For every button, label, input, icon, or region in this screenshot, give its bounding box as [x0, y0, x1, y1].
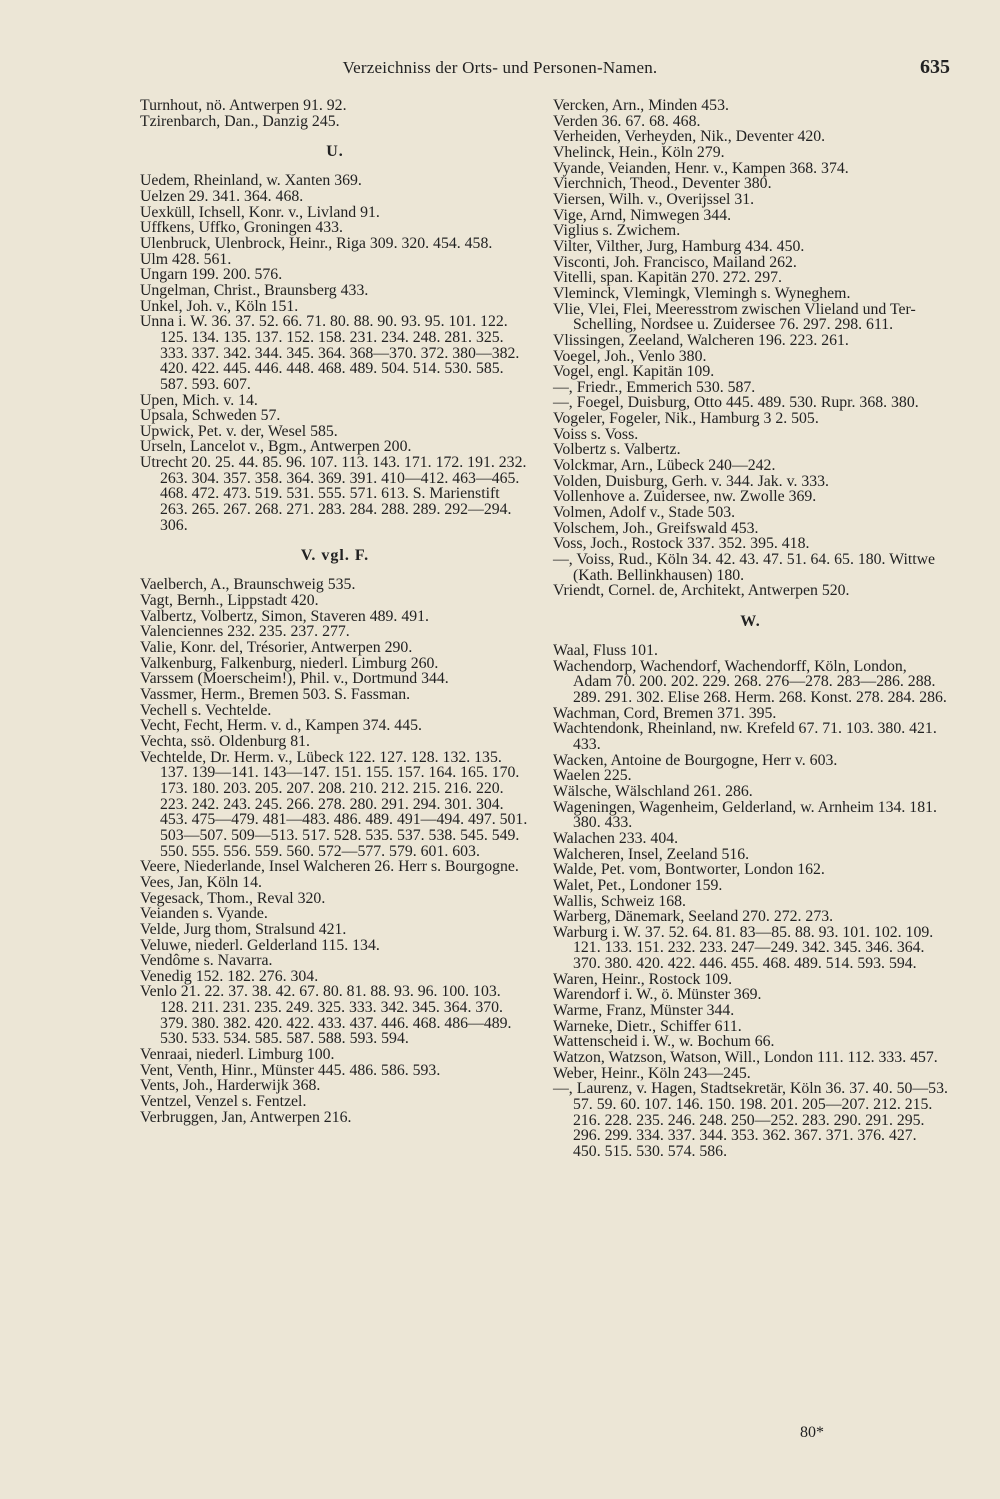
index-entry: Walachen 233. 404.	[553, 829, 679, 847]
index-entry: Vhelinck, Hein., Köln 279.	[553, 143, 725, 161]
index-entry: Vlie, Vlei, Flei, Meeresstrom zwischen Vlieland und Ter-Schelling, Nordsee u. Zuidersee 76. 297. 298. 611.	[553, 300, 916, 334]
index-entry: Vogeler, Fogeler, Nik., Hamburg 3 2. 505.	[553, 410, 819, 428]
index-entry: Valenciennes 232. 235. 237. 277.	[140, 623, 350, 641]
index-entry: Utrecht 20. 25. 44. 85. 96. 107. 113. 143. 171. 172. 191. 232. 263. 304. 357. 358. 364. 369. 391. 410—412. 463—465. 468. 472. 473. 519. 531. 555. 571. 613. S. Marienstift 263. 265. 267. 268. 271. 283. 284. 288. 289. 292—294. 306.	[140, 454, 527, 534]
index-entry: Uelzen 29. 341. 364. 468.	[140, 187, 304, 205]
index-entry: Wacken, Antoine de Bourgogne, Herr v. 603.	[553, 751, 838, 769]
index-entry: Vige, Arnd, Nimwegen 344.	[553, 206, 732, 224]
index-entry: Vaelberch, A., Braunschweig 535.	[140, 576, 356, 594]
index-entry: Veianden s. Vyande.	[140, 905, 268, 923]
index-entry: Wallis, Schweiz 168.	[553, 892, 686, 910]
index-entry: Warneke, Dietr., Schiffer 611.	[553, 1017, 742, 1035]
index-entry: Volckmar, Arn., Lübeck 240—242.	[553, 457, 776, 475]
index-entry: Wattenscheid i. W., w. Bochum 66.	[553, 1033, 775, 1051]
index-entry: —, Friedr., Emmerich 530. 587.	[553, 378, 756, 396]
index-entry: Turnhout, nö. Antwerpen 91. 92.	[140, 97, 347, 114]
index-entry: Waal, Fluss 101.	[553, 642, 658, 659]
index-entry: Voiss s. Voss.	[553, 425, 639, 443]
index-entry: Vollenhove a. Zuidersee, nw. Zwolle 369.	[553, 488, 817, 506]
index-entry: Volbertz s. Valbertz.	[553, 441, 681, 459]
index-entry: Vierchnich, Theod., Deventer 380.	[553, 175, 772, 193]
index-entry: Vechta, ssö. Oldenburg 81.	[140, 732, 310, 750]
index-entry: Venedig 152. 182. 276. 304.	[140, 967, 319, 985]
index-entry: Volschem, Joh., Greifswald 453.	[553, 519, 759, 537]
index-entry: Uexküll, Ichsell, Konr. v., Livland 91.	[140, 203, 380, 221]
index-column-right	[553, 98, 948, 1160]
index-entry: Verden 36. 67. 68. 468.	[553, 112, 701, 130]
index-entry: Velde, Jurg thom, Stralsund 421.	[140, 920, 347, 938]
index-entry: Vent, Venth, Hinr., Münster 445. 486. 586. 593.	[140, 1061, 441, 1079]
index-entry: Vlissingen, Zeeland, Walcheren 196. 223. 261.	[553, 331, 849, 349]
index-entry: Vagt, Bernh., Lippstadt 420.	[140, 592, 319, 610]
section-heading: W.	[740, 613, 761, 630]
index-entry: Unkel, Joh. v., Köln 151.	[140, 297, 299, 315]
index-entry: Valbertz, Volbertz, Simon, Staveren 489. 491.	[140, 607, 429, 625]
index-entry: Veluwe, niederl. Gelderland 115. 134.	[140, 936, 380, 954]
index-entry: Walet, Pet., Londoner 159.	[553, 876, 723, 894]
index-entry: Volden, Duisburg, Gerh. v. 344. Jak. v. 333.	[553, 472, 829, 490]
index-entry: Vassmer, Herm., Bremen 503. S. Fassman.	[140, 686, 411, 703]
index-entry: Verheiden, Verheyden, Nik., Deventer 420.	[553, 128, 826, 146]
index-entry: Vriendt, Cornel. de, Architekt, Antwerpen 520.	[553, 582, 850, 600]
index-entry: Ventzel, Venzel s. Fentzel.	[140, 1093, 307, 1111]
index-entry: —, Foegel, Duisburg, Otto 445. 489. 530. Rupr. 368. 380.	[553, 394, 919, 412]
index-entry: Viersen, Wilh. v., Overijssel 31.	[553, 190, 755, 208]
index-entry: Voss, Joch., Rostock 337. 352. 395. 418.	[553, 535, 810, 553]
index-entry: Waelen 225.	[553, 767, 632, 785]
index-entry: Unna i. W. 36. 37. 52. 66. 71. 80. 88. 90. 93. 95. 101. 122. 125. 134. 135. 137. 152. 158. 231. 234. 248. 281. 325. 333. 337. 342. 344. 345. 364. 368—370. 372. 380—382. 420. 422. 445. 446. 448. 468. 489. 504. 514. 530. 585. 587. 593. 607.	[140, 313, 520, 393]
index-entry: Ungelman, Christ., Braunsberg 433.	[140, 281, 369, 299]
index-entry: Warburg i. W. 37. 52. 64. 81. 83—85. 88. 93. 101. 102. 109. 121. 133. 151. 232. 233. 247—249. 342. 345. 346. 364. 370. 380. 420. 422. 446. 455. 468. 489. 514. 593. 594.	[553, 923, 934, 973]
index-entry: Vecht, Fecht, Herm. v. d., Kampen 374. 445.	[140, 717, 422, 735]
index-entry: Vogel, engl. Kapitän 109.	[553, 363, 715, 381]
index-entry: Upen, Mich. v. 14.	[140, 391, 258, 409]
index-entry: Weber, Heinr., Köln 243—245.	[553, 1064, 751, 1082]
index-entry: Vegesack, Thom., Reval 320.	[140, 889, 326, 907]
index-entry: Vees, Jan, Köln 14.	[140, 873, 262, 891]
index-entry: Voegel, Joh., Venlo 380.	[553, 347, 707, 365]
index-entry: —, Voiss, Rud., Köln 34. 42. 43. 47. 51. 64. 65. 180. Wittwe (Kath. Bellinkhausen) 180.	[553, 551, 936, 584]
index-entry: Waren, Heinr., Rostock 109.	[553, 970, 733, 988]
index-entry: Vitelli, span. Kapitän 270. 272. 297.	[553, 269, 782, 287]
index-entry: Wachendorp, Wachendorf, Wachendorff, Köln, London, Adam 70. 200. 202. 229. 268. 276—278. 283—286. 288. 289. 291. 302. Elise 268. Herm. 268. Konst. 278. 284. 286.	[553, 657, 947, 706]
index-entry: Valkenburg, Falkenburg, niederl. Limburg 260.	[140, 654, 439, 672]
index-entry: Ungarn 199. 200. 576.	[140, 266, 283, 284]
section-heading: U.	[326, 143, 344, 161]
index-entry: Venraai, niederl. Limburg 100.	[140, 1046, 335, 1064]
signature-mark: 80*	[800, 1424, 824, 1441]
index-entry: Uffkens, Uffko, Groningen 433.	[140, 219, 343, 237]
index-entry: Vleminck, Vlemingk, Vlemingh s. Wyneghem.	[553, 284, 851, 302]
index-entry: Warendorf i. W., ö. Münster 369.	[553, 986, 762, 1004]
running-header-title: Verzeichniss der Orts- und Personen-Namen.	[342, 58, 658, 77]
index-entry: Vechell s. Vechtelde.	[140, 701, 272, 719]
index-entry: Vendôme s. Navarra.	[140, 952, 273, 970]
index-entry: Veere, Niederlande, Insel Walcheren 26. Herr s. Bourgogne.	[140, 858, 519, 876]
index-entry: Wälsche, Wälschland 261. 286.	[553, 782, 753, 800]
index-column-left	[140, 98, 530, 1125]
index-entry: Varssem (Moerscheim!), Phil. v., Dortmund 344.	[140, 670, 449, 688]
index-entry: Watzon, Watzson, Watson, Will., London 111. 112. 333. 457.	[553, 1049, 938, 1067]
index-entry: Upsala, Schweden 57.	[140, 407, 281, 425]
index-entry: Ulm 428. 561.	[140, 250, 232, 268]
index-entry: Urseln, Lancelot v., Bgm., Antwerpen 200.	[140, 438, 412, 456]
index-entry: Viglius s. Zwichem.	[553, 222, 681, 240]
index-entry: Tzirenbarch, Dan., Danzig 245.	[140, 112, 340, 130]
section-heading: V. vgl. F.	[300, 547, 370, 565]
index-entry: Valie, Konr. del, Trésorier, Antwerpen 290.	[140, 639, 413, 657]
index-entry: Venlo 21. 22. 37. 38. 42. 67. 80. 81. 88. 93. 96. 100. 103. 128. 211. 231. 235. 249. 325. 333. 342. 345. 364. 370. 379. 380. 382. 420. 422. 433. 437. 446. 468. 486—489. 530. 533. 534. 585. 587. 588. 593. 594.	[140, 983, 512, 1048]
index-entry: Warberg, Dänemark, Seeland 270. 272. 273.	[553, 908, 834, 926]
index-entry: Walcheren, Insel, Zeeland 516.	[553, 845, 750, 863]
index-entry: Wachtendonk, Rheinland, nw. Krefeld 67. 71. 103. 380. 421. 433.	[553, 720, 937, 753]
index-entry: Wachman, Cord, Bremen 371. 395.	[553, 704, 777, 722]
index-entry: Vilter, Vilther, Jurg, Hamburg 434. 450.	[553, 237, 805, 255]
index-entry: Vents, Joh., Harderwijk 368.	[140, 1077, 321, 1095]
index-entry: Verbruggen, Jan, Antwerpen 216.	[140, 1108, 352, 1126]
index-entry: Vyande, Veianden, Henr. v., Kampen 368. 374.	[553, 159, 849, 177]
index-entry: —, Laurenz, v. Hagen, Stadtsekretär, Köln 36. 37. 40. 50—53. 57. 59. 60. 107. 146. 150. 198. 201. 205—207. 212. 215. 216. 228. 235. 246. 248. 250—252. 283. 290. 291. 295. 296. 299. 334. 337. 344. 353. 362. 367. 371. 376. 427. 450. 515. 530. 574. 586.	[553, 1080, 948, 1160]
index-entry: Wageningen, Wagenheim, Gelderland, w. Arnheim 134. 181. 380. 433.	[553, 798, 937, 832]
index-entry: Visconti, Joh. Francisco, Mailand 262.	[553, 253, 797, 271]
index-entry: Ulenbruck, Ulenbrock, Heinr., Riga 309. 320. 454. 458.	[140, 234, 493, 252]
page-number: 635	[920, 56, 950, 78]
index-entry: Walde, Pet. vom, Bontworter, London 162.	[553, 861, 825, 879]
index-entry: Uedem, Rheinland, w. Xanten 369.	[140, 172, 362, 190]
index-entry: Upwick, Pet. v. der, Wesel 585.	[140, 422, 338, 440]
index-entry: Volmen, Adolf v., Stade 503.	[553, 504, 736, 522]
index-entry: Vercken, Arn., Minden 453.	[553, 97, 729, 114]
index-entry: Vechtelde, Dr. Herm. v., Lübeck 122. 127. 128. 132. 135. 137. 139—141. 143—147. 151. 155. 157. 164. 165. 170. 173. 180. 203. 205. 207. 208. 210. 212. 215. 216. 220. 223. 242. 243. 245. 266. 278. 280. 291. 294. 301. 304. 453. 475—479. 481—483. 486. 489. 491—494. 497. 501. 503—507. 509—513. 517. 528. 535. 537. 538. 545. 549. 550. 555. 556. 559. 560. 572—577. 579. 601. 603.	[140, 748, 528, 860]
index-entry: Warme, Franz, Münster 344.	[553, 1002, 735, 1020]
